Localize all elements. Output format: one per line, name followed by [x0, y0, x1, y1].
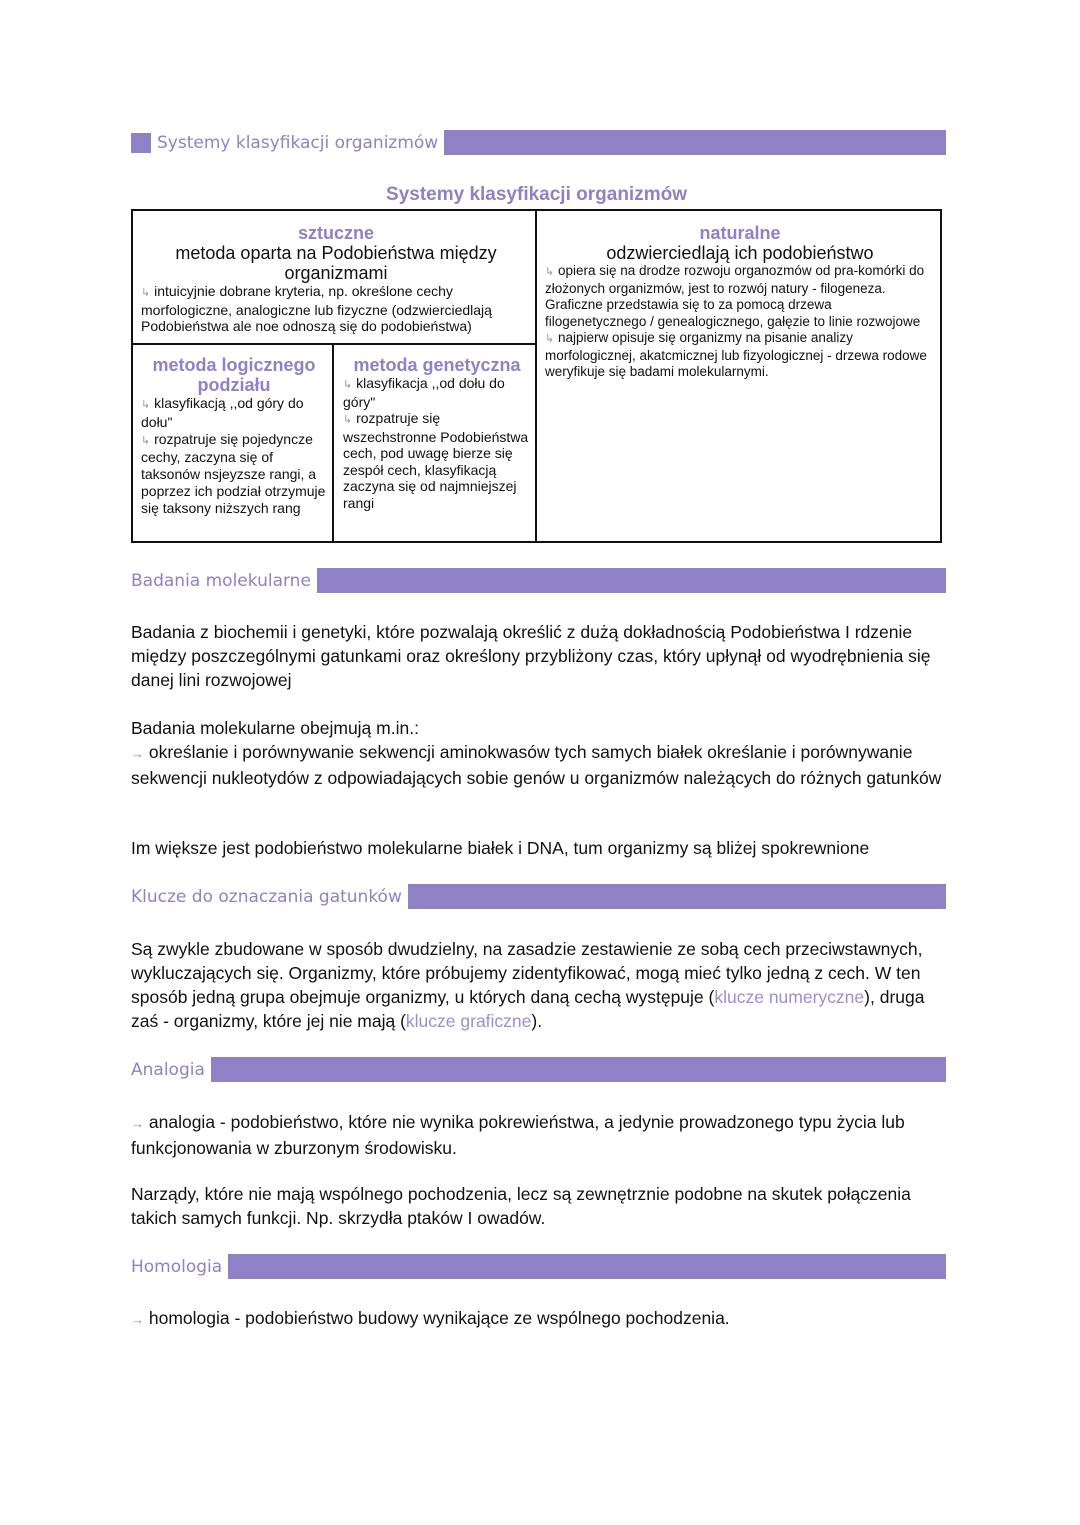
bullet-text: określanie i porównywanie sekwencji aminokwasów tych samych białek określanie i porównywanie sekwencji nukleotydów z odpowiadających sobie genów u organizmów należących do różnych gatunków: [131, 742, 942, 788]
text: ), druga zaś - organizmy, które jej nie mają (: [131, 987, 925, 1031]
sub-arrow-icon: ↳: [141, 399, 151, 411]
cell-text: intuicyjnie dobrane kryteria, np. określone cechy morfologiczne, analogiczne lub fizyczne (odzwierciedlają Podobieństwa ale noe odnoszą się do podobieństwa): [141, 283, 492, 334]
heading-bar: [228, 1254, 946, 1279]
cell-heading: naturalne: [699, 223, 781, 243]
cell-subtitle: odzwierciedlają ich podobieństwo: [606, 243, 874, 263]
section-header-systems: [131, 130, 946, 155]
section-title: Badania molekularne: [131, 570, 311, 591]
heading-bar: [408, 884, 946, 909]
cell-text: rozpatruje się wszechstronne Podobieństwa cech, pod uwagę bierze się zespół cech, klasyfikacją zaczyna się od najmniejszej rangi: [343, 410, 529, 511]
paragraph: Badania z biochemii i genetyki, które pozwalają określić z dużą dokładnością Podobieństwa I rdzenie między poszczególnymi gatunkami oraz określony przybliżony czas, który upłynął od wyodrębnienia się danej lini rozwojowej: [131, 622, 931, 690]
bullet-text: homologia - podobieństwo budowy wynikające ze wspólnego pochodzenia.: [148, 1308, 730, 1328]
cell-text: najpierw opisuje się organizmy na pisanie analizy morfologicznej, akatcmicznej lub fizyologicznej - drzewa rodowe weryfikuje się badami molekularnymi.: [545, 330, 927, 379]
section-title: Homologia: [131, 1256, 223, 1277]
text: ).: [531, 1011, 543, 1031]
highlight-term: klucze numeryczne: [714, 987, 865, 1007]
bullet-paragraph: [131, 1110, 951, 1160]
section-header-molecular: [131, 568, 946, 593]
paragraph: Im większe jest podobieństwo molekularne białek i DNA, tum organizmy są bliżej spokrewnione: [131, 838, 870, 858]
classification-table: [131, 209, 942, 543]
heading-bar: [444, 130, 946, 155]
paragraph: Narządy, które nie mają wspólnego pochodzenia, lecz są zewnętrznie podobne na skutek połączenia takich samych funkcji. Np. skrzydła ptaków I owadów.: [131, 1184, 911, 1228]
cell-heading: sztuczne: [297, 223, 375, 243]
cell-text: klasyfikacja ,,od dołu do góry": [343, 375, 505, 410]
sub-arrow-icon: ↳: [141, 434, 151, 447]
section-header-homology: [131, 1254, 946, 1279]
highlight-term: klucze graficzne: [405, 1011, 532, 1031]
cell-text: opiera się na drodze rozwoju organozmów od pra-komórki do złożonych organizmów, jest to rozwój natury - filogeneza. Graficzne przedstawia się to za pomocą drzewa filogenetycznego / genealogicznego, gałęzie to linie rozwojowe: [545, 263, 925, 329]
sub-arrow-icon: ↳: [545, 333, 555, 345]
section-title: Klucze do oznaczania gatunków: [131, 886, 402, 907]
bullet-paragraph: [131, 740, 951, 790]
section-header-analogy: [131, 1057, 946, 1082]
bullet-paragraph: [131, 1306, 951, 1332]
sub-arrow-icon: ↳: [141, 287, 151, 299]
sub-arrow-icon: ↳: [343, 379, 353, 391]
section-title: Analogia: [131, 1059, 205, 1080]
sub-arrow-icon: ↳: [545, 266, 555, 278]
paragraph: [131, 937, 951, 1033]
cell-natural: [545, 223, 935, 381]
arrow-icon: →: [131, 1312, 144, 1327]
arrow-icon: →: [131, 1116, 144, 1131]
section-title: Systemy klasyfikacji organizmów: [157, 132, 439, 153]
cell-logical: [141, 355, 327, 517]
heading-square-icon: [131, 133, 151, 153]
cell-text: klasyfikacją ,,od góry do dołu": [141, 395, 304, 430]
bullet-text: analogia - podobieństwo, które nie wynika pokrewieństwa, a jedynie prowadzonego typu życia lub funkcjonowania w zburzonym środowisku.: [131, 1112, 905, 1158]
heading-bar: [211, 1057, 946, 1082]
heading-bar: [317, 568, 946, 593]
arrow-icon: →: [131, 746, 144, 761]
section-header-keys: [131, 884, 946, 909]
cell-text: rozpatruje się pojedyncze cechy, zaczyna się of taksonów nsjeyzsze rangi, a poprzez ich podział otrzymuje się taksony niższych rang: [141, 430, 326, 516]
cell-heading: metoda genetyczna: [353, 355, 521, 375]
cell-genetic: [343, 355, 531, 511]
paragraph: Badania molekularne obejmują m.in.:: [131, 718, 419, 738]
text: Są zwykle zbudowane w sposób dwudzielny, na zasadzie zestawienie ze sobą cech przeciwstawnych, wykluczających się. Organizmy, które próbujemy zidentyfikować, mogą mieć tylko jedną z cech. W ten sposób jedną grupa obejmuje organizmy, u których daną cechą występuje (: [131, 939, 923, 1007]
cell-subtitle: metoda oparta na Podobieństwa między organizmami: [175, 243, 497, 283]
cell-artificial: [141, 223, 531, 335]
table-title: Systemy klasyfikacji organizmów: [386, 184, 687, 205]
cell-heading: metoda logicznego podziału: [152, 355, 316, 395]
sub-arrow-icon: ↳: [343, 414, 353, 426]
